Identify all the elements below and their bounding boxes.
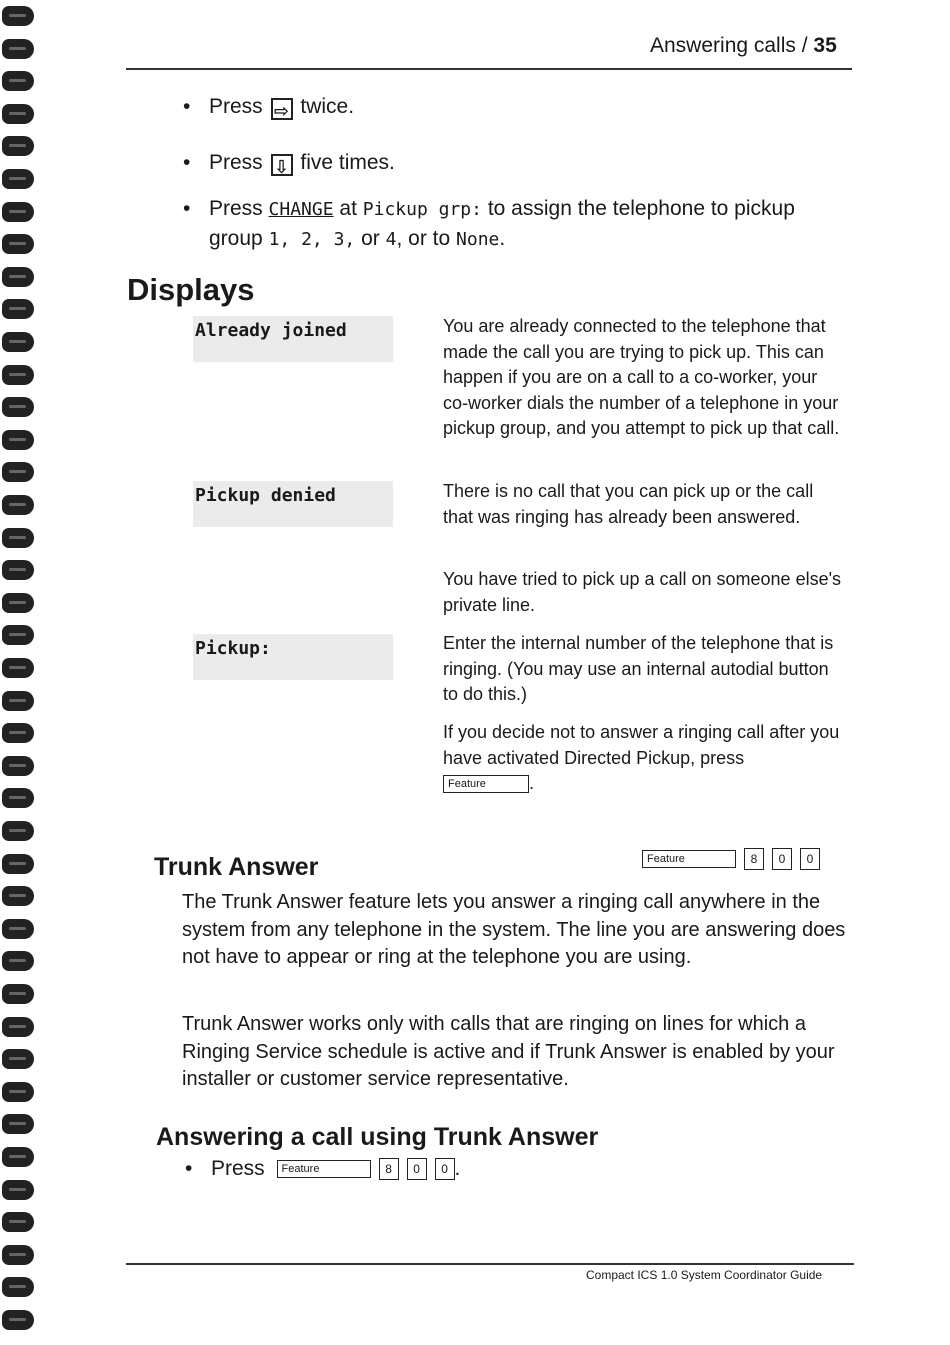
feature-key-icon: Feature <box>642 850 736 868</box>
binding-ring <box>2 202 34 222</box>
step-press-feature-800: • Press Feature 8 0 0 . <box>185 1157 461 1180</box>
digit-key-0-icon: 0 <box>800 848 820 870</box>
change-softkey-label: CHANGE <box>268 199 334 220</box>
footer-rule <box>126 1263 854 1265</box>
pickup-denied-description-1: There is no call that you can pick up or the call that was ringing has already been answered. <box>443 481 814 527</box>
feature-key-icon: Feature <box>277 1160 371 1178</box>
right-arrow-key-icon: ⇨ <box>271 98 293 120</box>
binding-ring <box>2 234 34 254</box>
binding-ring <box>2 984 34 1004</box>
binding-ring <box>2 6 34 26</box>
binding-ring <box>2 397 34 417</box>
binding-ring <box>2 104 34 124</box>
binding-ring <box>2 39 34 59</box>
pickup-denied-description-2: You have tried to pick up a call on someone else's private line. <box>443 569 842 615</box>
binding-ring <box>2 625 34 645</box>
binding-ring <box>2 1049 34 1069</box>
binding-ring <box>2 658 34 678</box>
already-joined-description: You are already connected to the telephone that made the call you are trying to pick up. This can happen if you are on a call to a co-worker, your co-worker dials the number of a telephone in your pickup group, and you attempt to pick up that call. <box>443 316 840 438</box>
footer-text: Compact ICS 1.0 System Coordinator Guide <box>586 1268 823 1282</box>
step-press-down-five: • Press ⇩ five times. <box>183 151 395 177</box>
binding-ring <box>2 756 34 776</box>
running-head-section: Answering calls / <box>650 34 814 57</box>
binding-ring <box>2 1310 34 1330</box>
binding-ring <box>2 495 34 515</box>
binding-ring <box>2 788 34 808</box>
digit-key-8-icon: 8 <box>379 1158 399 1180</box>
spiral-binding <box>0 0 44 1345</box>
lcd-pickup: Pickup: <box>193 634 393 680</box>
binding-ring <box>2 332 34 352</box>
digit-key-0-icon: 0 <box>772 848 792 870</box>
binding-ring <box>2 886 34 906</box>
feature-key-icon: Feature <box>443 775 529 793</box>
trunk-answer-paragraph-2: Trunk Answer works only with calls that are ringing on lines for which a Ringing Service schedule is active and if Trunk Answer is enabled by your installer or customer service representative. <box>182 1013 835 1090</box>
binding-ring <box>2 1114 34 1134</box>
step-press-change: • Press CHANGE at Pickup grp: to assign the telephone to pickup group 1, 2, 3, or 4, or to None. <box>183 197 795 250</box>
binding-ring <box>2 136 34 156</box>
page-number: 35 <box>813 34 837 57</box>
step-press-right-twice: • Press ⇨ twice. <box>183 95 355 121</box>
binding-ring <box>2 593 34 613</box>
displays-heading: Displays <box>127 272 255 307</box>
binding-ring <box>2 299 34 319</box>
digit-key-0-icon: 0 <box>407 1158 427 1180</box>
binding-ring <box>2 365 34 385</box>
trunk-answer-key-sequence <box>642 848 820 870</box>
binding-ring <box>2 71 34 91</box>
running-head <box>650 34 837 58</box>
lcd-already-joined: Already joined <box>193 316 393 362</box>
binding-ring <box>2 1017 34 1037</box>
binding-ring <box>2 1245 34 1265</box>
pickup-description-2: If you decide not to answer a ringing call after you have activated Directed Pickup, press Feature . <box>443 722 840 793</box>
binding-ring <box>2 691 34 711</box>
binding-ring <box>2 430 34 450</box>
header-rule <box>126 68 852 70</box>
binding-ring <box>2 854 34 874</box>
lcd-pickup-denied: Pickup denied <box>193 481 393 527</box>
binding-ring <box>2 821 34 841</box>
answering-heading: Answering a call using Trunk Answer <box>156 1123 599 1151</box>
binding-ring <box>2 462 34 482</box>
binding-ring <box>2 267 34 287</box>
binding-ring <box>2 951 34 971</box>
trunk-answer-paragraph-1: The Trunk Answer feature lets you answer a ringing call anywhere in the system from any telephone in the system. The line you are answering does not have to appear or ring at the telephone you are using. <box>182 891 846 968</box>
trunk-answer-heading: Trunk Answer <box>154 853 319 881</box>
binding-ring <box>2 723 34 743</box>
digit-key-8-icon: 8 <box>744 848 764 870</box>
binding-ring <box>2 1082 34 1102</box>
none-display: None <box>456 229 500 250</box>
binding-ring <box>2 528 34 548</box>
binding-ring <box>2 1180 34 1200</box>
binding-ring <box>2 1147 34 1167</box>
binding-ring <box>2 169 34 189</box>
pickup-description-1: Enter the internal number of the telephone that is ringing. (You may use an internal autodial button to do this.) <box>443 633 834 704</box>
binding-ring <box>2 919 34 939</box>
binding-ring <box>2 1212 34 1232</box>
digit-key-0-icon: 0 <box>435 1158 455 1180</box>
pickup-grp-display: Pickup grp: <box>362 199 482 220</box>
down-arrow-key-icon: ⇩ <box>271 154 293 176</box>
binding-ring <box>2 560 34 580</box>
binding-ring <box>2 1277 34 1297</box>
